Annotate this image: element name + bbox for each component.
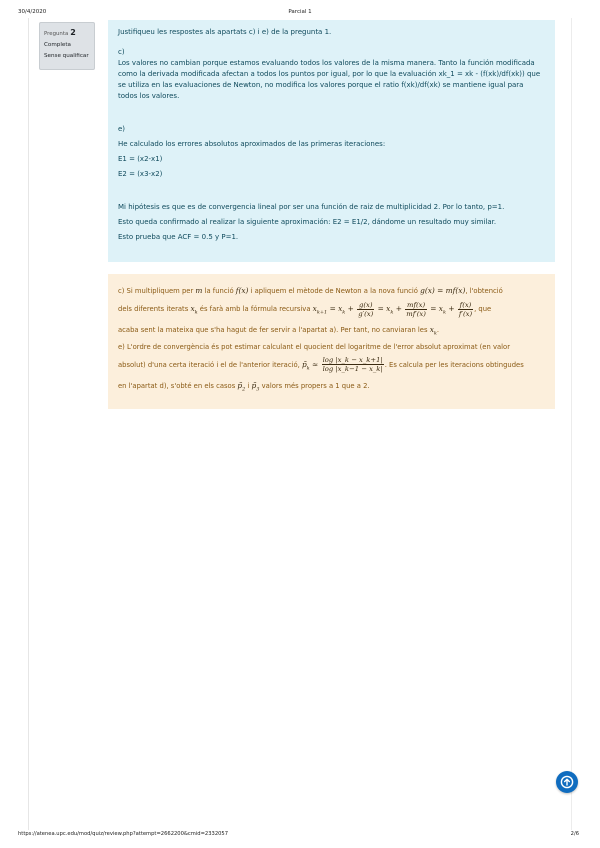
- print-title: Parcial 1: [288, 9, 312, 15]
- feedback-e-line1: e) L'ordre de convergència és pot estimar calculant el quocient del logaritme de l'error absolut aproximat (en valor: [118, 342, 510, 351]
- print-page-number: 2/6: [570, 831, 579, 837]
- answer-e-intro: He calculado los errores absolutos aproximados de las primeras iteraciones:: [118, 140, 386, 148]
- feedback-c-line1: c) Si multipliquem per m la funció f(x) i apliquem el mètode de Newton a la nova funció g(x) = mf(x), l'obtenció: [118, 286, 503, 295]
- question-label: Pregunta: [44, 31, 69, 37]
- fraction-log: $\frac{\log |x\_k - x\_k+1|}{\log |x\_k-1 - x\_k|}$: [322, 356, 383, 374]
- arrow-up-circle-icon: [560, 775, 574, 789]
- fraction-f: $\frac{f(x)}{f'(x)}$: [458, 300, 473, 318]
- feedback-c-line3: acaba sent la mateixa que s'ha hagut de fer servir a l'apartat a). Per tant, no canviaran les $x_k$.: [118, 325, 440, 337]
- feedback-e-line3: en l'apartat d), s'obté en els casos $p̃_2$ i $p̃_3$ valors més propers a 1 que a 2.: [118, 381, 370, 393]
- answer-e1: E1 = (x2-x1): [118, 155, 163, 163]
- answer-c-text: Los valores no cambian porque estamos evaluando todos los valores de la misma manera. Tanto la función modificada como la derivada modificada afectan a todos los puntos por igual, por lo que la evaluación xk_1 = xk - (f(xk)/df(xk)) que se utiliza en las evaluaciones de Newton, no modifica los valores porque el ratio f(xk)/df(xk) se mantiene igual para todos los valores.: [118, 59, 541, 100]
- print-url: https://atenea.upc.edu/mod/quiz/review.php?attempt=2662200&cmid=2332057: [18, 831, 229, 837]
- question-info: [39, 22, 95, 70]
- fraction-mf: $\frac{mf(x)}{mf'(x)}$: [406, 300, 426, 318]
- question-number-value: 2: [70, 28, 76, 37]
- fraction-g: $\frac{g(x)}{g'(x)}$: [358, 300, 374, 318]
- general-feedback: [108, 274, 555, 409]
- question-state: Completa: [44, 42, 71, 48]
- question-number: [44, 27, 90, 40]
- scroll-to-top-button[interactable]: [556, 771, 578, 793]
- question-prompt: Justifiqueu les respostes als apartats c) i e) de la pregunta 1.: [118, 28, 332, 36]
- answer-proof: Esto prueba que ACF = 0.5 y P=1.: [118, 233, 239, 241]
- answer-c-label: c): [118, 48, 125, 56]
- answer-e-label: e): [118, 125, 126, 133]
- answer-e2: E2 = (x3-x2): [118, 170, 163, 178]
- feedback-e-line2: absolut) d'una certa iteració i el de l'anterior iteració, $p̃_k$ ≈ $\frac{\log |x\_k - x\_k+1|}{\log |x\_k-1 - x\_k|}$ . Es calcula per les iteracions obtingudes: [118, 356, 524, 374]
- print-footer: [0, 828, 600, 844]
- question-grade: Sense qualificar: [44, 53, 89, 59]
- feedback-c-line2: dels diferents iterats $x_k$ és farà amb la fórmula recursiva $x_{k+1} = x_k$ + $\frac{g(x)}{g'(x)}$ = $x_k$ + $\frac{mf(x)}{mf'(x)}$ = $x_k$ + $\frac{f(x)}{f'(x)}$ , que: [118, 300, 492, 318]
- answer-confirmation: Esto queda confirmado al realizar la siguiente aproximación: E2 = E1/2, dándome un resultado muy similar.: [118, 218, 497, 226]
- page-rule-left: [28, 18, 29, 830]
- page-rule-right: [571, 18, 572, 830]
- question-formulation: [108, 20, 555, 262]
- print-date: 30/4/2020: [18, 9, 47, 15]
- answer-hypothesis: Mi hipótesis es que es de convergencia lineal por ser una función de raiz de multiplicidad 2. Por lo tanto, p=1.: [118, 203, 505, 211]
- print-header: [0, 0, 600, 20]
